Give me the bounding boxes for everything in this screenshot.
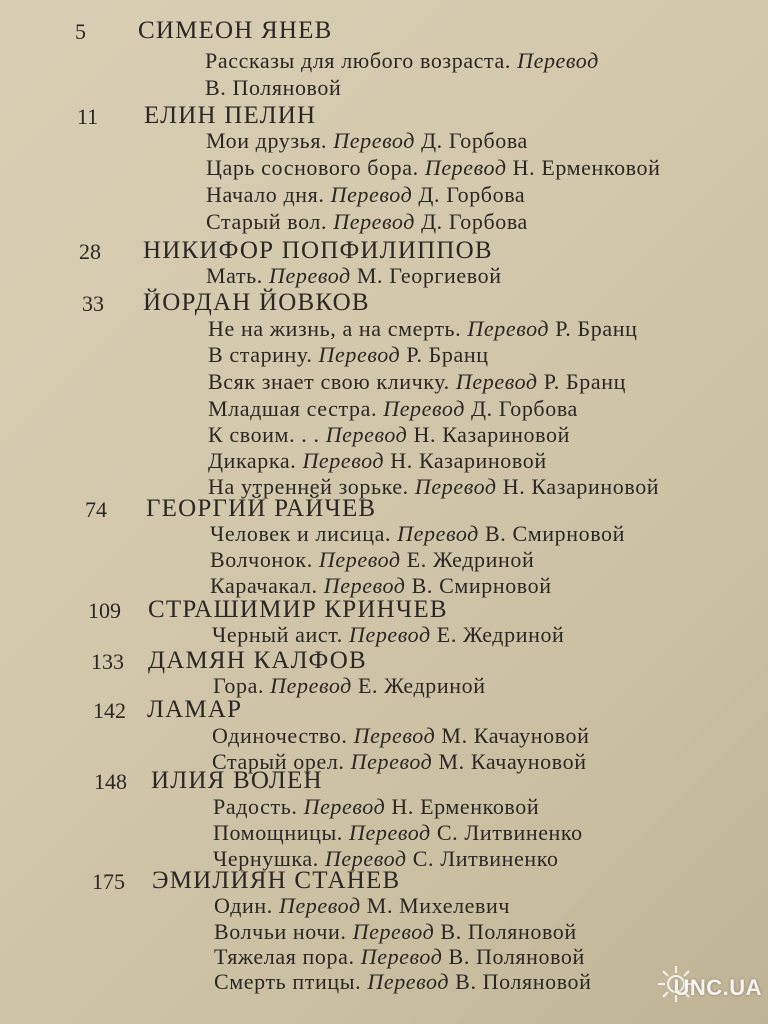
translator-name: Р. Бранц	[543, 369, 626, 394]
watermark-text: UNC.UA	[673, 975, 762, 1000]
story-title: Мои друзья.	[206, 128, 328, 153]
translator-name: Е. Жедриной	[406, 547, 535, 572]
story-title: Рассказы для любого возраста.	[205, 48, 511, 73]
author-name: ЛАМАР	[147, 696, 243, 723]
translator-label: Перевод	[269, 263, 351, 288]
translator-label: Перевод	[324, 846, 407, 871]
contents-entry	[214, 921, 577, 943]
translator-name: Д. Горбова	[418, 182, 526, 207]
author-name: ЕЛИН ПЕЛИН	[144, 102, 317, 129]
contents-entry	[206, 265, 502, 287]
story-title: Тяжелая пора.	[214, 944, 355, 969]
page-number: 142	[93, 698, 126, 723]
page-number: 109	[88, 598, 121, 623]
author-name: ЙОРДАН ЙОВКОВ	[143, 289, 370, 316]
translator-name: М. Георгиевой	[356, 263, 502, 288]
translator-label: Перевод	[455, 369, 538, 394]
translator-name: М. Качауновой	[441, 723, 590, 748]
translator-label: Перевод	[318, 342, 401, 367]
translator-label: Перевод	[517, 48, 599, 73]
translator-name: Д. Горбова	[471, 396, 578, 421]
translator-name: В. Смирновой	[485, 521, 626, 546]
translator-name: Е. Жедриной	[358, 673, 486, 698]
translator-label: Перевод	[352, 919, 435, 944]
contents-entry	[206, 184, 525, 206]
contents-entry	[210, 549, 534, 571]
story-title: В старину.	[208, 342, 313, 367]
story-title: Карачакал.	[210, 573, 318, 598]
translator-name: Н. Ерменковой	[391, 794, 540, 819]
story-title: Черный аист.	[212, 622, 343, 647]
page-number: 33	[82, 291, 104, 316]
story-title: Волчьи ночи.	[214, 919, 347, 944]
translator-name: В. Поляновой	[205, 75, 342, 100]
story-title: Царь соснового бора.	[206, 155, 419, 180]
contents-entry	[206, 211, 528, 233]
contents-entry	[214, 895, 510, 917]
contents-entry	[205, 77, 341, 99]
story-title: Начало дня.	[206, 182, 325, 207]
translator-name: В. Поляновой	[455, 969, 592, 994]
story-title: Старый орел.	[212, 749, 345, 774]
author-name: СТРАШИМИР КРИНЧЕВ	[148, 596, 448, 623]
author-name: ЭМИЛИЯН СТАНЕВ	[152, 867, 401, 894]
page-number: 175	[92, 869, 125, 894]
page-number: 133	[91, 649, 124, 674]
story-title: Одиночество.	[212, 723, 348, 748]
translator-label: Перевод	[302, 448, 385, 473]
translator-label: Перевод	[333, 209, 415, 234]
story-title: Младшая сестра.	[208, 396, 378, 421]
contents-entry	[214, 946, 585, 968]
translator-label: Перевод	[414, 474, 497, 499]
story-title: Радость.	[213, 794, 298, 819]
story-title: Не на жизнь, а на смерть.	[208, 316, 462, 341]
author-name: ИЛИЯ ВОЛЕН	[151, 767, 323, 794]
page-number: 5	[75, 19, 86, 44]
story-title: На утренней зорьке.	[208, 474, 409, 499]
story-title: Гора.	[213, 673, 265, 698]
translator-name: Н. Казариновой	[413, 422, 570, 447]
translator-label: Перевод	[367, 969, 450, 994]
translator-label: Перевод	[333, 128, 415, 153]
page-number: 148	[94, 769, 127, 794]
story-title: Человек и лисица.	[210, 521, 392, 546]
translator-name: Р. Бранц	[555, 316, 638, 341]
translator-label: Перевод	[467, 316, 550, 341]
contents-entry	[208, 424, 570, 446]
translator-name: Е. Жедриной	[436, 622, 565, 647]
contents-entry	[208, 344, 489, 366]
translator-name: М. Михелевич	[366, 893, 511, 918]
translator-label: Перевод	[349, 820, 431, 845]
translator-label: Перевод	[350, 749, 433, 774]
contents-entry	[208, 398, 578, 420]
contents-entry	[210, 575, 552, 597]
contents-entry	[208, 371, 626, 393]
story-title: Один.	[214, 893, 273, 918]
translator-name: Н. Казариновой	[502, 474, 660, 499]
translator-name: В. Поляновой	[440, 919, 577, 944]
story-title: Волчонок.	[210, 547, 313, 572]
contents-entry	[212, 725, 590, 747]
translator-name: М. Качауновой	[438, 749, 587, 774]
contents-entry	[208, 318, 637, 340]
translator-label: Перевод	[397, 521, 479, 546]
story-title: Чернушка.	[213, 846, 319, 871]
translator-label: Перевод	[424, 155, 507, 180]
story-title: Смерть птицы.	[214, 969, 362, 994]
translator-label: Перевод	[353, 723, 436, 748]
translator-label: Перевод	[323, 573, 406, 598]
contents-entry	[213, 822, 583, 844]
translator-label: Перевод	[325, 422, 408, 447]
translator-label: Перевод	[360, 944, 443, 969]
story-title: Дикарка.	[208, 448, 297, 473]
translator-name: В. Поляновой	[448, 944, 585, 969]
contents-entry	[206, 130, 528, 152]
story-title: Всяк знает свою кличку.	[208, 369, 450, 394]
translator-label: Перевод	[270, 673, 352, 698]
translator-label: Перевод	[383, 396, 465, 421]
contents-entry	[205, 50, 599, 72]
author-name: СИМЕОН ЯНЕВ	[138, 17, 333, 44]
translator-label: Перевод	[278, 893, 361, 918]
story-title: Помощницы.	[213, 820, 343, 845]
translator-label: Перевод	[330, 182, 413, 207]
page-number: 28	[79, 239, 101, 264]
translator-name: Р. Бранц	[406, 342, 489, 367]
translator-name: Д. Горбова	[421, 209, 528, 234]
contents-entry	[214, 971, 592, 993]
translator-label: Перевод	[348, 622, 431, 647]
contents-entry	[212, 624, 564, 646]
story-title: Мать.	[206, 263, 263, 288]
contents-entry	[213, 675, 486, 697]
contents-entry	[208, 450, 547, 472]
story-title: Старый вол.	[206, 209, 328, 234]
contents-entry	[213, 796, 539, 818]
author-name: ГЕОРГИЙ РАЙЧЕВ	[146, 495, 377, 522]
contents-entry	[206, 157, 661, 179]
translator-label: Перевод	[318, 547, 401, 572]
author-name: ДАМЯН КАЛФОВ	[148, 647, 367, 674]
story-title: К своим. . .	[208, 422, 320, 447]
page-number: 11	[77, 104, 99, 129]
author-name: НИКИФОР ПОПФИЛИППОВ	[143, 237, 493, 264]
contents-entry	[210, 523, 625, 545]
page-number: 74	[85, 497, 107, 522]
translator-name: В. Смирновой	[411, 573, 552, 598]
translator-name: С. Литвиненко	[412, 846, 559, 871]
translator-name: Н. Казариновой	[390, 448, 547, 473]
translator-name: Н. Ерменковой	[512, 155, 661, 180]
translator-name: Д. Горбова	[421, 128, 528, 153]
translator-label: Перевод	[303, 794, 386, 819]
translator-name: С. Литвиненко	[436, 820, 583, 845]
